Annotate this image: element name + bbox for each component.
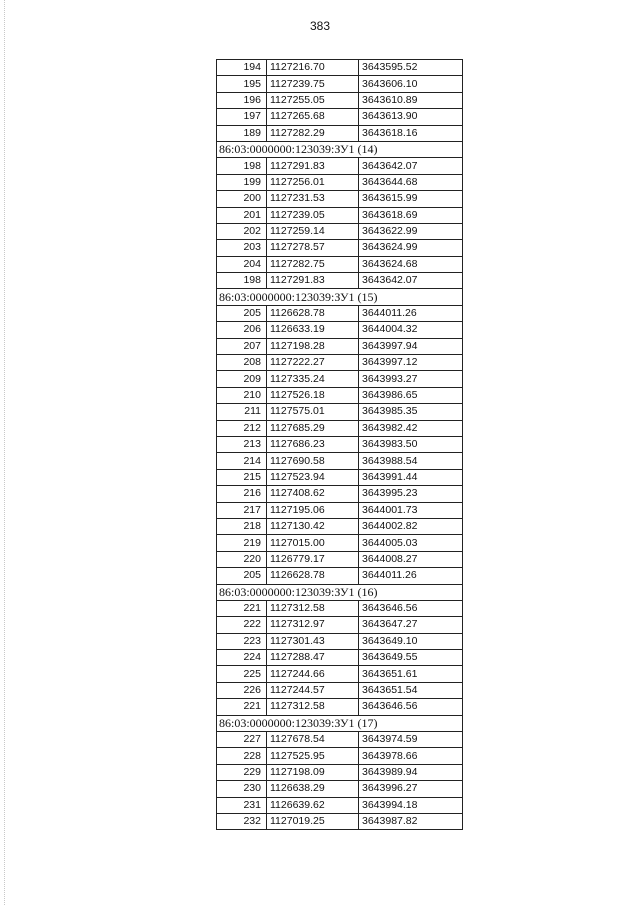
y-coordinate-cell: 3643646.56 (359, 600, 463, 616)
x-coordinate-cell: 1127222.27 (267, 355, 359, 371)
y-coordinate-cell: 3643988.54 (359, 453, 463, 469)
x-coordinate-cell: 1127575.01 (267, 404, 359, 420)
table-row (217, 76, 463, 92)
y-coordinate-cell: 3643642.07 (359, 273, 463, 289)
y-coordinate-cell: 3643610.89 (359, 92, 463, 108)
x-coordinate-cell: 1127244.57 (267, 682, 359, 698)
y-coordinate-cell: 3643649.10 (359, 633, 463, 649)
section-header-row (217, 584, 463, 600)
table-row (217, 781, 463, 797)
table-row (217, 486, 463, 502)
table-row (217, 355, 463, 371)
point-number-cell: 223 (217, 633, 267, 649)
point-number-cell: 226 (217, 682, 267, 698)
table-row (217, 813, 463, 829)
table-row (217, 207, 463, 223)
y-coordinate-cell: 3643642.07 (359, 158, 463, 174)
point-number-cell: 217 (217, 502, 267, 518)
y-coordinate-cell: 3643996.27 (359, 781, 463, 797)
section-header-row (217, 141, 463, 157)
table-row (217, 699, 463, 715)
y-coordinate-cell: 3644011.26 (359, 305, 463, 321)
x-coordinate-cell: 1127312.58 (267, 699, 359, 715)
section-title: 86:03:0000000:123039:ЗУ1 (15) (217, 289, 463, 305)
x-coordinate-cell: 1127244.66 (267, 666, 359, 682)
point-number-cell: 196 (217, 92, 267, 108)
y-coordinate-cell: 3644011.26 (359, 568, 463, 584)
x-coordinate-cell: 1126633.19 (267, 322, 359, 338)
point-number-cell: 210 (217, 387, 267, 403)
table-row (217, 174, 463, 190)
y-coordinate-cell: 3643647.27 (359, 617, 463, 633)
x-coordinate-cell: 1126628.78 (267, 305, 359, 321)
x-coordinate-cell: 1127312.58 (267, 600, 359, 616)
table-row (217, 191, 463, 207)
x-coordinate-cell: 1127291.83 (267, 158, 359, 174)
point-number-cell: 216 (217, 486, 267, 502)
x-coordinate-cell: 1127526.18 (267, 387, 359, 403)
y-coordinate-cell: 3643974.59 (359, 732, 463, 748)
table-row (217, 666, 463, 682)
point-number-cell: 211 (217, 404, 267, 420)
x-coordinate-cell: 1127255.05 (267, 92, 359, 108)
point-number-cell: 199 (217, 174, 267, 190)
point-number-cell: 212 (217, 420, 267, 436)
point-number-cell: 214 (217, 453, 267, 469)
table-row (217, 92, 463, 108)
point-number-cell: 213 (217, 436, 267, 452)
table-row (217, 469, 463, 485)
y-coordinate-cell: 3643995.23 (359, 486, 463, 502)
x-coordinate-cell: 1127301.43 (267, 633, 359, 649)
point-number-cell: 204 (217, 256, 267, 272)
point-number-cell: 230 (217, 781, 267, 797)
x-coordinate-cell: 1126628.78 (267, 568, 359, 584)
point-number-cell: 229 (217, 764, 267, 780)
y-coordinate-cell: 3643983.50 (359, 436, 463, 452)
x-coordinate-cell: 1127019.25 (267, 813, 359, 829)
y-coordinate-cell: 3644001.73 (359, 502, 463, 518)
x-coordinate-cell: 1127291.83 (267, 273, 359, 289)
y-coordinate-cell: 3643622.99 (359, 223, 463, 239)
x-coordinate-cell: 1127523.94 (267, 469, 359, 485)
table-row (217, 551, 463, 567)
y-coordinate-cell: 3643651.61 (359, 666, 463, 682)
y-coordinate-cell: 3643624.99 (359, 240, 463, 256)
table-row (217, 322, 463, 338)
x-coordinate-cell: 1127690.58 (267, 453, 359, 469)
y-coordinate-cell: 3643624.68 (359, 256, 463, 272)
point-number-cell: 206 (217, 322, 267, 338)
x-coordinate-cell: 1127335.24 (267, 371, 359, 387)
x-coordinate-cell: 1127282.75 (267, 256, 359, 272)
table-row (217, 502, 463, 518)
table-row (217, 650, 463, 666)
point-number-cell: 200 (217, 191, 267, 207)
y-coordinate-cell: 3643997.94 (359, 338, 463, 354)
table-row (217, 338, 463, 354)
point-number-cell: 209 (217, 371, 267, 387)
table-row (217, 764, 463, 780)
y-coordinate-cell: 3644002.82 (359, 518, 463, 534)
page-number: 383 (309, 19, 331, 33)
table-row (217, 420, 463, 436)
table-row (217, 305, 463, 321)
x-coordinate-cell: 1127408.62 (267, 486, 359, 502)
y-coordinate-cell: 3643997.12 (359, 355, 463, 371)
y-coordinate-cell: 3643618.16 (359, 125, 463, 141)
x-coordinate-cell: 1127216.70 (267, 60, 359, 76)
x-coordinate-cell: 1127198.09 (267, 764, 359, 780)
table-row (217, 223, 463, 239)
x-coordinate-cell: 1126639.62 (267, 797, 359, 813)
y-coordinate-cell: 3643986.65 (359, 387, 463, 403)
x-coordinate-cell: 1127195.06 (267, 502, 359, 518)
point-number-cell: 194 (217, 60, 267, 76)
y-coordinate-cell: 3643595.52 (359, 60, 463, 76)
y-coordinate-cell: 3643646.56 (359, 699, 463, 715)
table-row (217, 797, 463, 813)
point-number-cell: 201 (217, 207, 267, 223)
table-row (217, 158, 463, 174)
table-row (217, 256, 463, 272)
point-number-cell: 198 (217, 158, 267, 174)
point-number-cell: 227 (217, 732, 267, 748)
y-coordinate-cell: 3643651.54 (359, 682, 463, 698)
table-row (217, 535, 463, 551)
x-coordinate-cell: 1127239.75 (267, 76, 359, 92)
x-coordinate-cell: 1127525.95 (267, 748, 359, 764)
point-number-cell: 224 (217, 650, 267, 666)
scan-edge-line (4, 0, 6, 905)
point-number-cell: 202 (217, 223, 267, 239)
x-coordinate-cell: 1127256.01 (267, 174, 359, 190)
section-title: 86:03:0000000:123039:ЗУ1 (17) (217, 715, 463, 731)
table-row (217, 387, 463, 403)
point-number-cell: 218 (217, 518, 267, 534)
point-number-cell: 205 (217, 568, 267, 584)
point-number-cell: 232 (217, 813, 267, 829)
y-coordinate-cell: 3643618.69 (359, 207, 463, 223)
table-row (217, 600, 463, 616)
y-coordinate-cell: 3643978.66 (359, 748, 463, 764)
y-coordinate-cell: 3643613.90 (359, 109, 463, 125)
y-coordinate-cell: 3643982.42 (359, 420, 463, 436)
x-coordinate-cell: 1127259.14 (267, 223, 359, 239)
table-row (217, 568, 463, 584)
section-title: 86:03:0000000:123039:ЗУ1 (16) (217, 584, 463, 600)
point-number-cell: 207 (217, 338, 267, 354)
point-number-cell: 195 (217, 76, 267, 92)
y-coordinate-cell: 3643606.10 (359, 76, 463, 92)
table-row (217, 273, 463, 289)
table-row (217, 371, 463, 387)
table-row (217, 404, 463, 420)
y-coordinate-cell: 3643991.44 (359, 469, 463, 485)
x-coordinate-cell: 1126779.17 (267, 551, 359, 567)
point-number-cell: 197 (217, 109, 267, 125)
x-coordinate-cell: 1127130.42 (267, 518, 359, 534)
section-header-row (217, 289, 463, 305)
table-row (217, 617, 463, 633)
point-number-cell: 220 (217, 551, 267, 567)
table-row (217, 240, 463, 256)
table-row (217, 60, 463, 76)
section-title: 86:03:0000000:123039:ЗУ1 (14) (217, 141, 463, 157)
section-header-row (217, 715, 463, 731)
y-coordinate-cell: 3643987.82 (359, 813, 463, 829)
table-row (217, 436, 463, 452)
y-coordinate-cell: 3643989.94 (359, 764, 463, 780)
table-row (217, 633, 463, 649)
point-number-cell: 203 (217, 240, 267, 256)
table-row (217, 682, 463, 698)
x-coordinate-cell: 1127288.47 (267, 650, 359, 666)
point-number-cell: 221 (217, 699, 267, 715)
point-number-cell: 205 (217, 305, 267, 321)
point-number-cell: 222 (217, 617, 267, 633)
point-number-cell: 189 (217, 125, 267, 141)
x-coordinate-cell: 1127198.28 (267, 338, 359, 354)
y-coordinate-cell: 3644005.03 (359, 535, 463, 551)
y-coordinate-cell: 3644004.32 (359, 322, 463, 338)
x-coordinate-cell: 1127231.53 (267, 191, 359, 207)
x-coordinate-cell: 1127312.97 (267, 617, 359, 633)
point-number-cell: 231 (217, 797, 267, 813)
x-coordinate-cell: 1127685.29 (267, 420, 359, 436)
coordinates-table-body (217, 60, 463, 830)
x-coordinate-cell: 1127282.29 (267, 125, 359, 141)
point-number-cell: 228 (217, 748, 267, 764)
x-coordinate-cell: 1127678.54 (267, 732, 359, 748)
x-coordinate-cell: 1127239.05 (267, 207, 359, 223)
y-coordinate-cell: 3643615.99 (359, 191, 463, 207)
table-row (217, 732, 463, 748)
point-number-cell: 208 (217, 355, 267, 371)
point-number-cell: 215 (217, 469, 267, 485)
x-coordinate-cell: 1127265.68 (267, 109, 359, 125)
point-number-cell: 219 (217, 535, 267, 551)
y-coordinate-cell: 3643649.55 (359, 650, 463, 666)
table-row (217, 748, 463, 764)
coordinates-table (216, 59, 463, 830)
table-row (217, 518, 463, 534)
table-row (217, 453, 463, 469)
point-number-cell: 198 (217, 273, 267, 289)
y-coordinate-cell: 3643993.27 (359, 371, 463, 387)
x-coordinate-cell: 1127686.23 (267, 436, 359, 452)
x-coordinate-cell: 1127015.00 (267, 535, 359, 551)
y-coordinate-cell: 3644008.27 (359, 551, 463, 567)
y-coordinate-cell: 3643985.35 (359, 404, 463, 420)
y-coordinate-cell: 3643644.68 (359, 174, 463, 190)
point-number-cell: 221 (217, 600, 267, 616)
table-row (217, 125, 463, 141)
y-coordinate-cell: 3643994.18 (359, 797, 463, 813)
x-coordinate-cell: 1126638.29 (267, 781, 359, 797)
point-number-cell: 225 (217, 666, 267, 682)
x-coordinate-cell: 1127278.57 (267, 240, 359, 256)
table-row (217, 109, 463, 125)
